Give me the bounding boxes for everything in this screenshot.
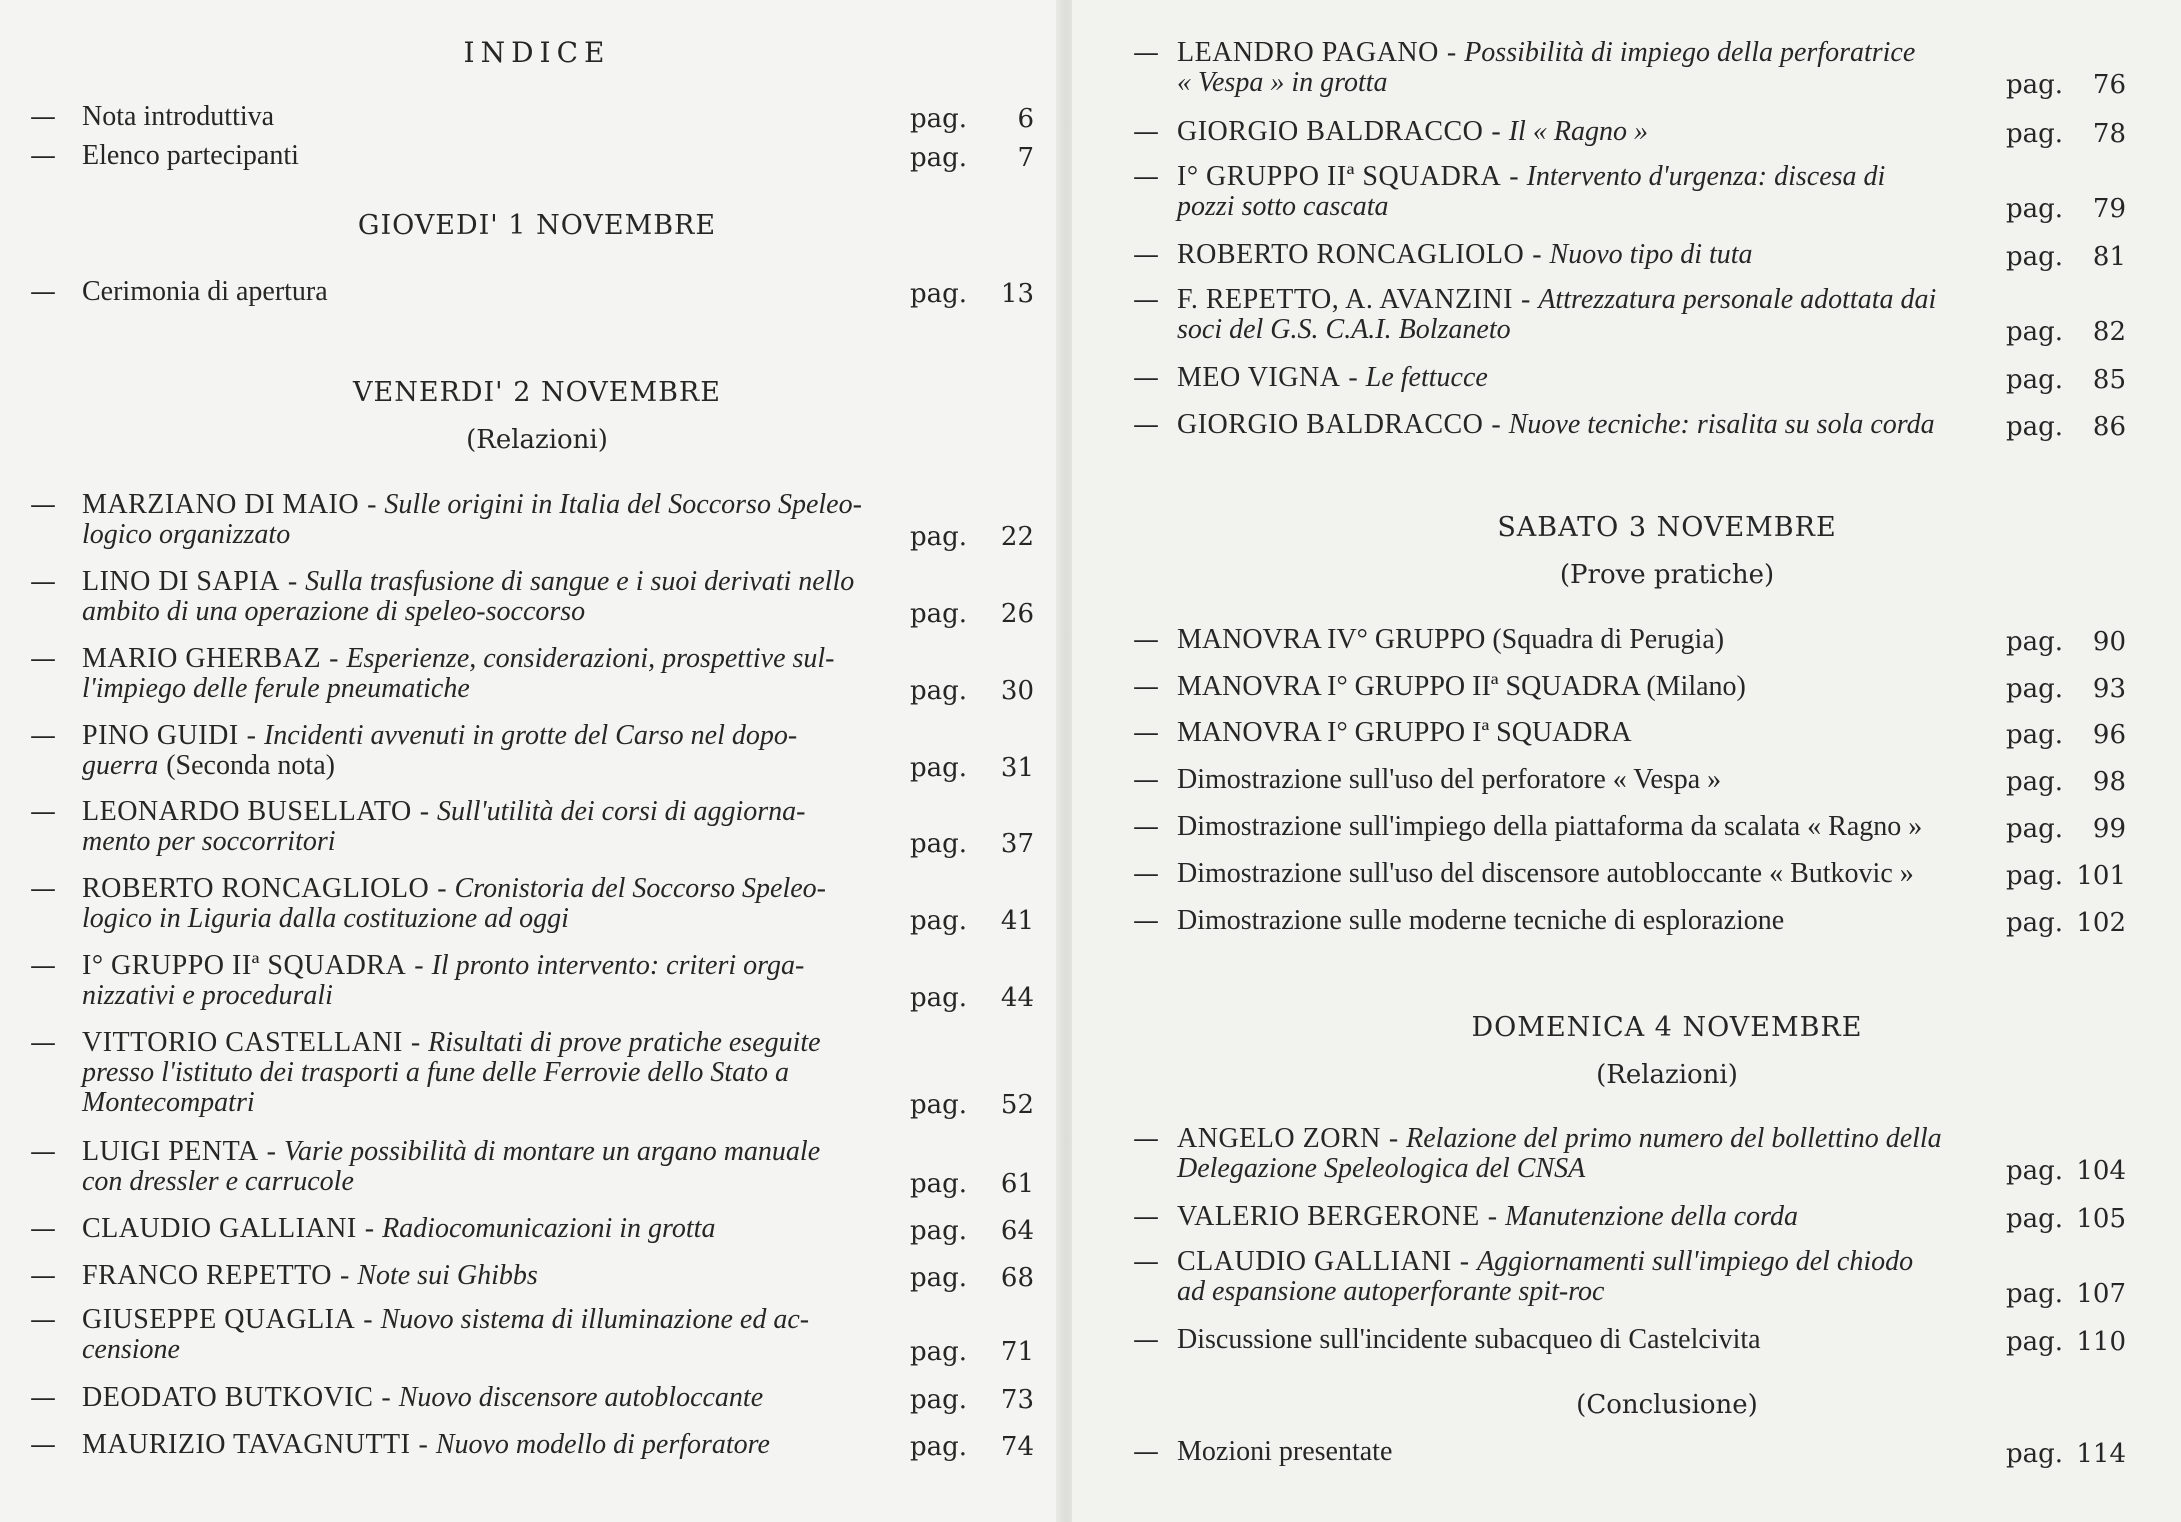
dash-marker: — [1133, 285, 1159, 315]
entry-title: Note sui Ghibbs [357, 1260, 538, 1291]
day-subheading: (Relazioni) [466, 425, 608, 455]
entry-title: Sulla trasfusione di sangue e i suoi derivati nello [305, 566, 855, 597]
page-number: 110 [2076, 1327, 2126, 1357]
toc-entry [1133, 906, 2006, 938]
entry-first-line [82, 797, 805, 827]
dash-marker: — [30, 1430, 56, 1460]
page-label: pag. [2006, 194, 2064, 224]
page-label: pag. [2006, 1156, 2064, 1186]
page-number: 104 [2076, 1156, 2126, 1186]
page-number: 79 [2092, 194, 2126, 224]
dash-marker: — [1133, 240, 1159, 270]
day-heading-saturday: SABATO 3 NOVEMBRE [1497, 512, 1837, 543]
entry-separator: - [367, 489, 377, 520]
entry-separator: - [364, 1213, 375, 1244]
entry-second-line [82, 827, 336, 857]
entry-separator: - [1388, 1123, 1399, 1154]
entry-first-line [82, 874, 826, 904]
dash-marker: — [1133, 1437, 1159, 1467]
index-title: INDICE [463, 36, 611, 69]
entry-title-cont: soci del G.S. C.A.I. Bolzaneto [1177, 314, 1511, 345]
entry-author: LEANDRO PAGANO [1177, 37, 1439, 68]
dash-marker: — [30, 951, 56, 981]
page-number: 31 [1000, 753, 1034, 783]
entry-first-line [82, 951, 804, 981]
entry-author: GIORGIO BALDRACCO [1177, 116, 1484, 147]
dash-marker: — [30, 874, 56, 904]
page-label: pag. [910, 829, 968, 859]
entry-separator: - [329, 643, 339, 674]
page-number: 102 [2076, 908, 2126, 938]
entry-separator: - [1509, 161, 1519, 192]
entry-title-cont: ambito di una operazione di speleo-soccorso [82, 596, 586, 627]
entry-separator: - [246, 720, 256, 751]
entry-text: Nota introduttiva [82, 101, 275, 132]
page-label: pag. [2006, 674, 2064, 704]
entry-title-cont: con dressler e carrucole [82, 1166, 354, 1197]
page-label: pag. [2006, 814, 2064, 844]
dash-marker: — [1133, 38, 1159, 68]
page-number: 61 [1000, 1169, 1034, 1199]
entry-author: DEODATO BUTKOVIC [82, 1382, 374, 1413]
page-label: pag. [2006, 627, 2064, 657]
toc-entry [30, 141, 910, 173]
page-label: pag. [910, 1169, 968, 1199]
page-number: 107 [2076, 1279, 2126, 1309]
entry-title: Intervento d'urgenza: discesa di [1526, 161, 1886, 192]
dash-marker: — [30, 490, 56, 520]
entry-first-line [1177, 1202, 1798, 1232]
entry-title: Relazione del primo numero del bollettino della [1406, 1123, 1942, 1154]
page-number: 86 [2092, 412, 2126, 442]
dash-marker: — [30, 1137, 56, 1167]
entry-second-line [82, 1058, 789, 1088]
page-label: pag. [2006, 412, 2064, 442]
page-number: 76 [2092, 70, 2126, 100]
entry-second-line [1177, 1154, 1585, 1184]
page-number: 7 [1017, 143, 1034, 173]
entry-separator: - [1491, 116, 1501, 147]
entry-title: Nuovo sistema di illuminazione ed ac- [380, 1304, 810, 1335]
dash-marker: — [1133, 410, 1159, 440]
page-number: 26 [1000, 599, 1034, 629]
entry-first-line [82, 567, 854, 597]
entry-second-line [1177, 68, 1388, 98]
page-label: pag. [910, 1090, 968, 1120]
toc-entry [1133, 765, 2006, 797]
page-number: 114 [2076, 1439, 2126, 1469]
toc-entry [30, 1430, 910, 1520]
entry-separator: - [1348, 362, 1358, 393]
entry-separator: - [339, 1260, 350, 1291]
entry-title-cont: censione [82, 1334, 180, 1365]
page-label: pag. [910, 522, 968, 552]
entry-first-line [82, 1214, 715, 1244]
page-label: pag. [910, 983, 968, 1013]
toc-entry [1133, 859, 2006, 891]
dash-marker: — [1133, 812, 1159, 842]
entry-text: Mozioni presentate [1177, 1436, 1393, 1467]
entry-text: Dimostrazione sull'uso del perforatore « Vespa » [1177, 764, 1722, 795]
page-number: 41 [1000, 906, 1034, 936]
page-label: pag. [910, 143, 968, 173]
entry-text: Dimostrazione sull'impiego della piattaforma da scalata « Ragno » [1177, 811, 1923, 842]
entry-second-line [82, 1167, 354, 1197]
entry-title-cont: pozzi sotto cascata [1177, 191, 1389, 222]
page-number: 81 [2092, 242, 2126, 272]
page-number: 101 [2076, 861, 2126, 891]
entry-title: Le fettucce [1365, 362, 1488, 393]
entry-first-line [1177, 1247, 1913, 1277]
entry-title-cont: « Vespa » in grotta [1177, 67, 1388, 98]
entry-title: Esperienze, considerazioni, prospettive sul- [346, 643, 835, 674]
entry-first-line [82, 644, 835, 674]
entry-first-line [1177, 1124, 1942, 1154]
entry-text: MANOVRA I° GRUPPO Iª SQUADRA [1177, 717, 1632, 748]
entry-first-line [1177, 410, 1935, 440]
page-number: 105 [2076, 1204, 2126, 1234]
entry-title-cont: mento per soccorritori [82, 826, 336, 857]
entry-author: LEONARDO BUSELLATO [82, 796, 412, 827]
page-label: pag. [2006, 1439, 2064, 1469]
entry-author: MEO VIGNA [1177, 362, 1341, 393]
entry-title: Cronistoria del Soccorso Speleo- [454, 873, 827, 904]
day-heading-sunday: DOMENICA 4 NOVEMBRE [1471, 1012, 1863, 1043]
entry-title-cont: Delegazione Speleologica del CNSA [1177, 1153, 1586, 1184]
entry-separator: - [266, 1136, 276, 1167]
entry-title-cont: ad espansione autoperforante spit-roc [1177, 1276, 1605, 1307]
dash-marker: — [30, 1383, 56, 1413]
entry-second-line [82, 981, 333, 1011]
entry-title: Nuove tecniche: risalita su sola corda [1508, 409, 1935, 440]
entry-title: Possibilità di impiego della perforatrice [1464, 37, 1916, 68]
page-number: 6 [1017, 104, 1034, 134]
dash-marker: — [30, 102, 56, 132]
page-number: 64 [1000, 1216, 1034, 1246]
page-number: 68 [1000, 1263, 1034, 1293]
dash-marker: — [1133, 363, 1159, 393]
toc-entry [1133, 38, 2006, 128]
day-heading-thursday: GIOVEDI' 1 NOVEMBRE [357, 210, 717, 241]
entry-title: Risultati di prove pratiche eseguite [428, 1027, 821, 1058]
page-label: pag. [910, 1385, 968, 1415]
toc-entry [1133, 1437, 2006, 1469]
entry-author: I° GRUPPO IIª SQUADRA [1177, 161, 1502, 192]
page-label: pag. [910, 279, 968, 309]
entry-first-line [82, 721, 797, 751]
entry-text: Discussione sull'incidente subacqueo di Castelcivita [1177, 1324, 1761, 1355]
entry-first-line [82, 1137, 820, 1167]
entry-separator: - [363, 1304, 373, 1335]
entry-title: Il pronto intervento: criteri orga- [431, 950, 805, 981]
page-label: pag. [910, 1337, 968, 1367]
entry-separator: - [419, 796, 430, 827]
entry-title: Incidenti avvenuti in grotte del Carso nel dopo- [263, 720, 798, 751]
entry-author: PINO GUIDI [82, 720, 239, 751]
entry-separator: - [381, 1382, 391, 1413]
dash-marker: — [30, 1261, 56, 1291]
entry-second-line [82, 674, 470, 704]
page-label: pag. [910, 1216, 968, 1246]
page-label: pag. [910, 753, 968, 783]
entry-second-line [1177, 1277, 1604, 1307]
entry-text: Dimostrazione sulle moderne tecniche di esplorazione [1177, 905, 1785, 936]
dash-marker: — [30, 644, 56, 674]
entry-author: VITTORIO CASTELLANI [82, 1027, 403, 1058]
page-label: pag. [2006, 1279, 2064, 1309]
entry-author: I° GRUPPO IIª SQUADRA [82, 950, 407, 981]
entry-second-line [82, 904, 569, 934]
entry-title-cont: presso l'istituto dei trasporti a fune delle Ferrovie dello Stato a [82, 1057, 789, 1088]
entry-author: ROBERTO RONCAGLIOLO [82, 873, 430, 904]
toc-entry [1133, 410, 2006, 500]
entry-title-cont: guerra [82, 750, 159, 781]
entry-first-line [82, 1028, 821, 1058]
entry-title-cont: logico organizzato [82, 519, 291, 550]
entry-title: Sulle origini in Italia del Soccorso Speleo- [384, 489, 862, 520]
entry-separator: - [414, 950, 424, 981]
entry-title: Nuovo discensore autobloccante [398, 1382, 764, 1413]
entry-author: GIORGIO BALDRACCO [1177, 409, 1484, 440]
page-number: 37 [1000, 829, 1034, 859]
day-heading-friday: VENERDI' 2 NOVEMBRE [353, 377, 721, 408]
page-label: pag. [2006, 908, 2064, 938]
entry-title: Attrezzatura personale adottata dai [1538, 284, 1937, 315]
entry-title-cont: Montecompatri [82, 1087, 255, 1118]
page-number: 82 [2092, 317, 2126, 347]
entry-text: MANOVRA I° GRUPPO IIª SQUADRA (Milano) [1177, 671, 1746, 702]
entry-second-line [1177, 192, 1389, 222]
entry-author: CLAUDIO GALLIANI [1177, 1246, 1452, 1277]
page-number: 30 [1000, 676, 1034, 706]
page-label: pag. [2006, 720, 2064, 750]
dash-marker: — [30, 1305, 56, 1335]
page-label: pag. [2006, 119, 2064, 149]
entry-first-line [1177, 117, 1648, 147]
entry-second-line [1177, 315, 1511, 345]
page-number: 71 [1000, 1337, 1034, 1367]
toc-entry [1133, 1325, 2006, 1357]
toc-entry [1133, 672, 2006, 704]
entry-separator: - [418, 1429, 428, 1460]
toc-entry [1133, 812, 2006, 844]
entry-author: FRANCO REPETTO [82, 1260, 332, 1291]
page-label: pag. [910, 906, 968, 936]
dash-marker: — [1133, 117, 1159, 147]
toc-entry [30, 102, 910, 134]
entry-author: GIUSEPPE QUAGLIA [82, 1304, 356, 1335]
dash-marker: — [30, 1214, 56, 1244]
page-label: pag. [2006, 70, 2064, 100]
entry-author: ANGELO ZORN [1177, 1123, 1381, 1154]
entry-text: Elenco partecipanti [82, 140, 299, 171]
entry-second-line [82, 520, 290, 550]
entry-separator: - [287, 566, 298, 597]
toc-entry [30, 1028, 910, 1118]
dash-marker: — [30, 277, 56, 307]
page-number: 85 [2092, 365, 2126, 395]
entry-title: Aggiornamenti sull'impiego del chiodo [1477, 1246, 1914, 1277]
page-label: pag. [2006, 861, 2064, 891]
entry-author: MARZIANO DI MAIO [82, 489, 360, 520]
entry-author: VALERIO BERGERONE [1177, 1201, 1480, 1232]
entry-author: F. REPETTO, A. AVANZINI [1177, 284, 1513, 315]
entry-author: LUIGI PENTA [82, 1136, 259, 1167]
page-number: 22 [1000, 522, 1034, 552]
page-number: 93 [2092, 674, 2126, 704]
page-label: pag. [910, 1432, 968, 1462]
dash-marker: — [1133, 672, 1159, 702]
entry-first-line [1177, 38, 1915, 68]
dash-marker: — [1133, 1247, 1159, 1277]
entry-note: (Seconda nota) [166, 750, 335, 781]
entry-second-line [82, 751, 335, 781]
entry-first-line [82, 490, 862, 520]
entry-title: Nuovo tipo di tuta [1549, 239, 1753, 270]
day-subheading: (Relazioni) [1596, 1060, 1738, 1090]
toc-entry [1133, 718, 2006, 750]
entry-author: CLAUDIO GALLIANI [82, 1213, 357, 1244]
entry-title: Manutenzione della corda [1505, 1201, 1798, 1232]
dash-marker: — [1133, 625, 1159, 655]
entry-title-cont: nizzativi e procedurali [82, 980, 333, 1011]
page-number: 96 [2092, 720, 2126, 750]
entry-separator: - [1491, 409, 1501, 440]
dash-marker: — [30, 721, 56, 751]
page-label: pag. [2006, 317, 2064, 347]
page-number: 78 [2092, 119, 2126, 149]
conclusion-subheading: (Conclusione) [1576, 1390, 1758, 1420]
dash-marker: — [1133, 1325, 1159, 1355]
entry-separator: - [1532, 239, 1542, 270]
dash-marker: — [30, 567, 56, 597]
page-label: pag. [2006, 1204, 2064, 1234]
entry-author: MARIO GHERBAZ [82, 643, 322, 674]
entry-separator: - [1520, 284, 1531, 315]
page-label: pag. [910, 599, 968, 629]
dash-marker: — [1133, 859, 1159, 889]
page-number: 44 [1000, 983, 1034, 1013]
entry-second-line [82, 1335, 180, 1365]
entry-title: Nuovo modello di perforatore [435, 1429, 770, 1460]
page-label: pag. [2006, 242, 2064, 272]
dash-marker: — [1133, 906, 1159, 936]
page-label: pag. [910, 1263, 968, 1293]
entry-first-line [82, 1430, 770, 1460]
dash-marker: — [30, 1028, 56, 1058]
toc-entry [1133, 625, 2006, 657]
entry-first-line [82, 1383, 763, 1413]
entry-title: Varie possibilità di montare un argano manuale [284, 1136, 821, 1167]
page-number: 99 [2092, 814, 2126, 844]
dash-marker: — [1133, 1202, 1159, 1232]
dash-marker: — [1133, 1124, 1159, 1154]
day-subheading: (Prove pratiche) [1559, 560, 1775, 590]
page-label: pag. [2006, 365, 2064, 395]
dash-marker: — [30, 141, 56, 171]
entry-separator: - [1446, 37, 1457, 68]
dash-marker: — [1133, 765, 1159, 795]
entry-first-line [1177, 162, 1885, 192]
page-label: pag. [2006, 1327, 2064, 1357]
entry-text: MANOVRA IV° GRUPPO (Squadra di Perugia) [1177, 624, 1725, 655]
entry-title: Il « Ragno » [1508, 116, 1648, 147]
entry-separator: - [1487, 1201, 1498, 1232]
entry-title-cont: l'impiego delle ferule pneumatiche [82, 673, 470, 704]
page-number: 90 [2092, 627, 2126, 657]
page-number: 13 [1000, 279, 1034, 309]
entry-title: Radiocomunicazioni in grotta [382, 1213, 716, 1244]
entry-first-line [82, 1261, 538, 1291]
entry-separator: - [1459, 1246, 1470, 1277]
entry-separator: - [410, 1027, 421, 1058]
entry-text: Cerimonia di apertura [82, 276, 328, 307]
dash-marker: — [1133, 162, 1159, 192]
dash-marker: — [30, 797, 56, 827]
entry-second-line [82, 597, 585, 627]
page-label: pag. [910, 104, 968, 134]
entry-first-line [1177, 240, 1753, 270]
entry-author: LINO DI SAPIA [82, 566, 280, 597]
entry-author: MAURIZIO TAVAGNUTTI [82, 1429, 411, 1460]
entry-first-line [82, 1305, 809, 1335]
entry-title: Sull'utilità dei corsi di aggiorna- [437, 796, 806, 827]
page-number: 73 [1000, 1385, 1034, 1415]
page-number: 98 [2092, 767, 2126, 797]
entry-title-cont: logico in Liguria dalla costituzione ad oggi [82, 903, 569, 934]
entry-first-line [1177, 363, 1488, 393]
entry-separator: - [437, 873, 447, 904]
dash-marker: — [1133, 718, 1159, 748]
entry-first-line [1177, 285, 1936, 315]
entry-author: ROBERTO RONCAGLIOLO [1177, 239, 1525, 270]
page-number: 74 [1000, 1432, 1034, 1462]
page-label: pag. [910, 676, 968, 706]
page-number: 52 [1000, 1090, 1034, 1120]
page-label: pag. [2006, 767, 2064, 797]
entry-text: Dimostrazione sull'uso del discensore autobloccante « Butkovic » [1177, 858, 1914, 889]
toc-entry [30, 277, 910, 309]
